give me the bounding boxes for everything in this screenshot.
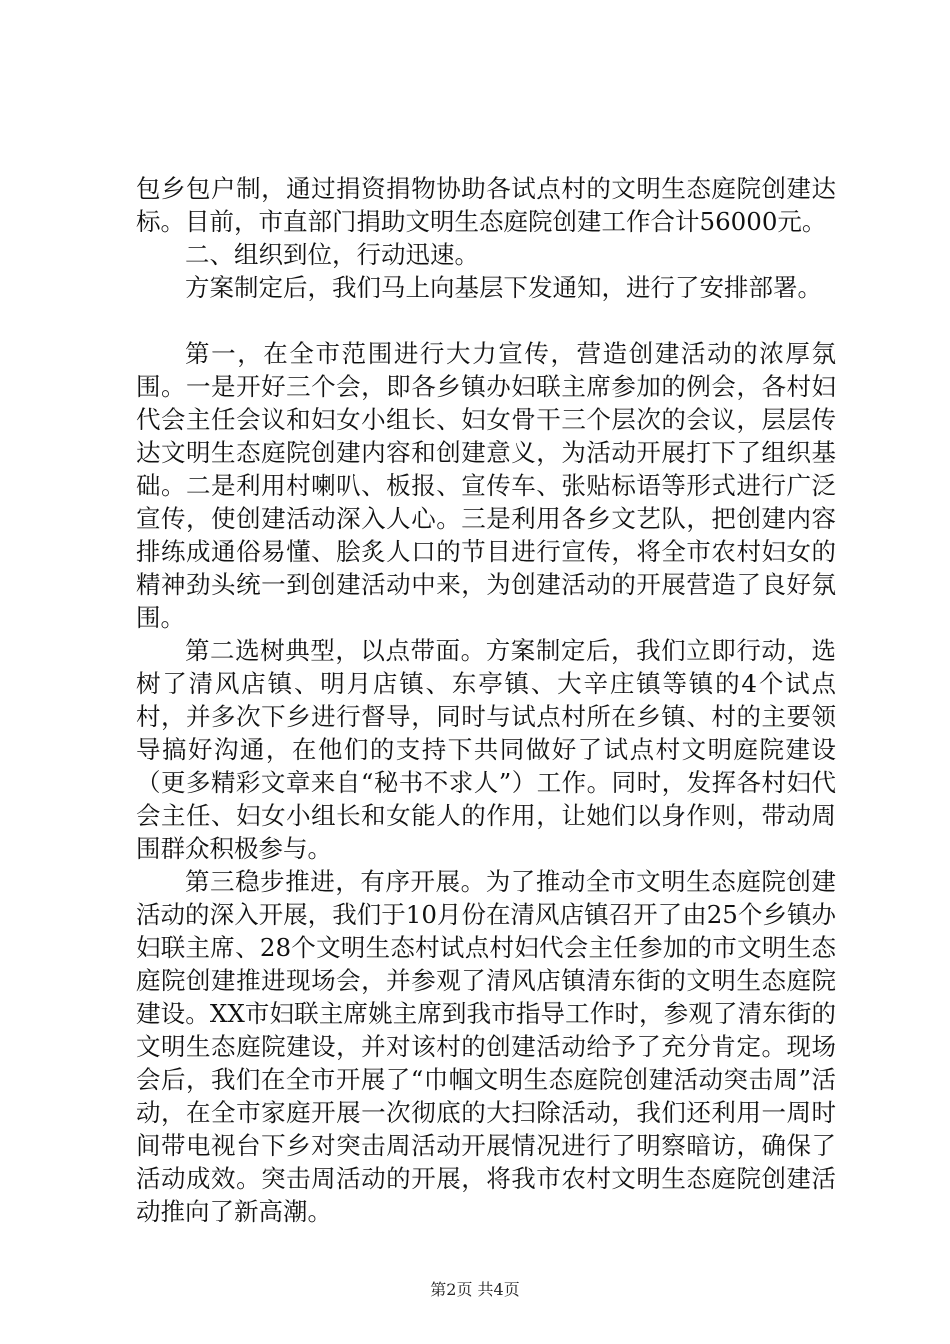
paragraph-third: 第三稳步推进，有序开展。为了推动全市文明生态庭院创建活动的深入开展，我们于10月份在清风店镇召开了由25个乡镇办妇联主席、28个文明生态村试点村妇代会主任参加的市文明生态庭院创建推进现场会，并参观了清风店镇清东街的文明生态庭院建设。XX市妇联主席姚主席到我市指导工作时，参观了清东街的文明生态庭院建设，并对该村的创建活动给予了充分肯定。现场会后，我们在全市开展了“巾帼文明生态庭院创建活动突击周”活动，在全市家庭开展一次彻底的大扫除活动，我们还利用一周时间带电视台下乡对突击周活动开展情况进行了明察暗访，确保了活动成效。突击周活动的开展，将我市农村文明生态庭院创建活动推向了新高潮。	[136, 867, 836, 1226]
section-heading: 二、组织到位，行动迅速。	[185, 240, 479, 269]
paragraph-second: 第二选树典型，以点带面。方案制定后，我们立即行动，选树了清风店镇、明月店镇、东亭镇、大辛庄镇等镇的4个试点村，并多次下乡进行督导，同时与试点村所在乡镇、村的主要领导搞好沟通，在他们的支持下共同做好了试点村文明庭院建设（更多精彩文章来自“秘书不求人”）工作。同时，发挥各村妇代会主任、妇女小组长和女能人的作用，让她们以身作则，带动周围群众积极参与。	[136, 636, 836, 863]
paragraph-continuation: 包乡包户制，通过捐资捐物协助各试点村的文明生态庭院创建达标。目前，市直部门捐助文明生态庭院创建工作合计56000元。	[136, 174, 836, 236]
page-number-footer: 第2页 共4页	[430, 1280, 520, 1299]
paragraph-first: 第一，在全市范围进行大力宣传，营造创建活动的浓厚氛围。一是开好三个会，即各乡镇办妇联主席参加的例会，各村妇代会主任会议和妇女小组长、妇女骨干三个层次的会议，层层传达文明生态庭院创建内容和创建意义，为活动开展打下了组织基础。二是利用村喇叭、板报、宣传车、张贴标语等形式进行广泛宣传，使创建活动深入人心。三是利用各乡文艺队，把创建内容排练成通俗易懂、脍炙人口的节目进行宣传，将全市农村妇女的精神劲头统一到创建活动中来，为创建活动的开展营造了良好氛围。	[136, 339, 836, 632]
paragraph-intro: 方案制定后，我们马上向基层下发通知，进行了安排部署。	[185, 273, 822, 302]
document-body	[136, 172, 836, 1228]
